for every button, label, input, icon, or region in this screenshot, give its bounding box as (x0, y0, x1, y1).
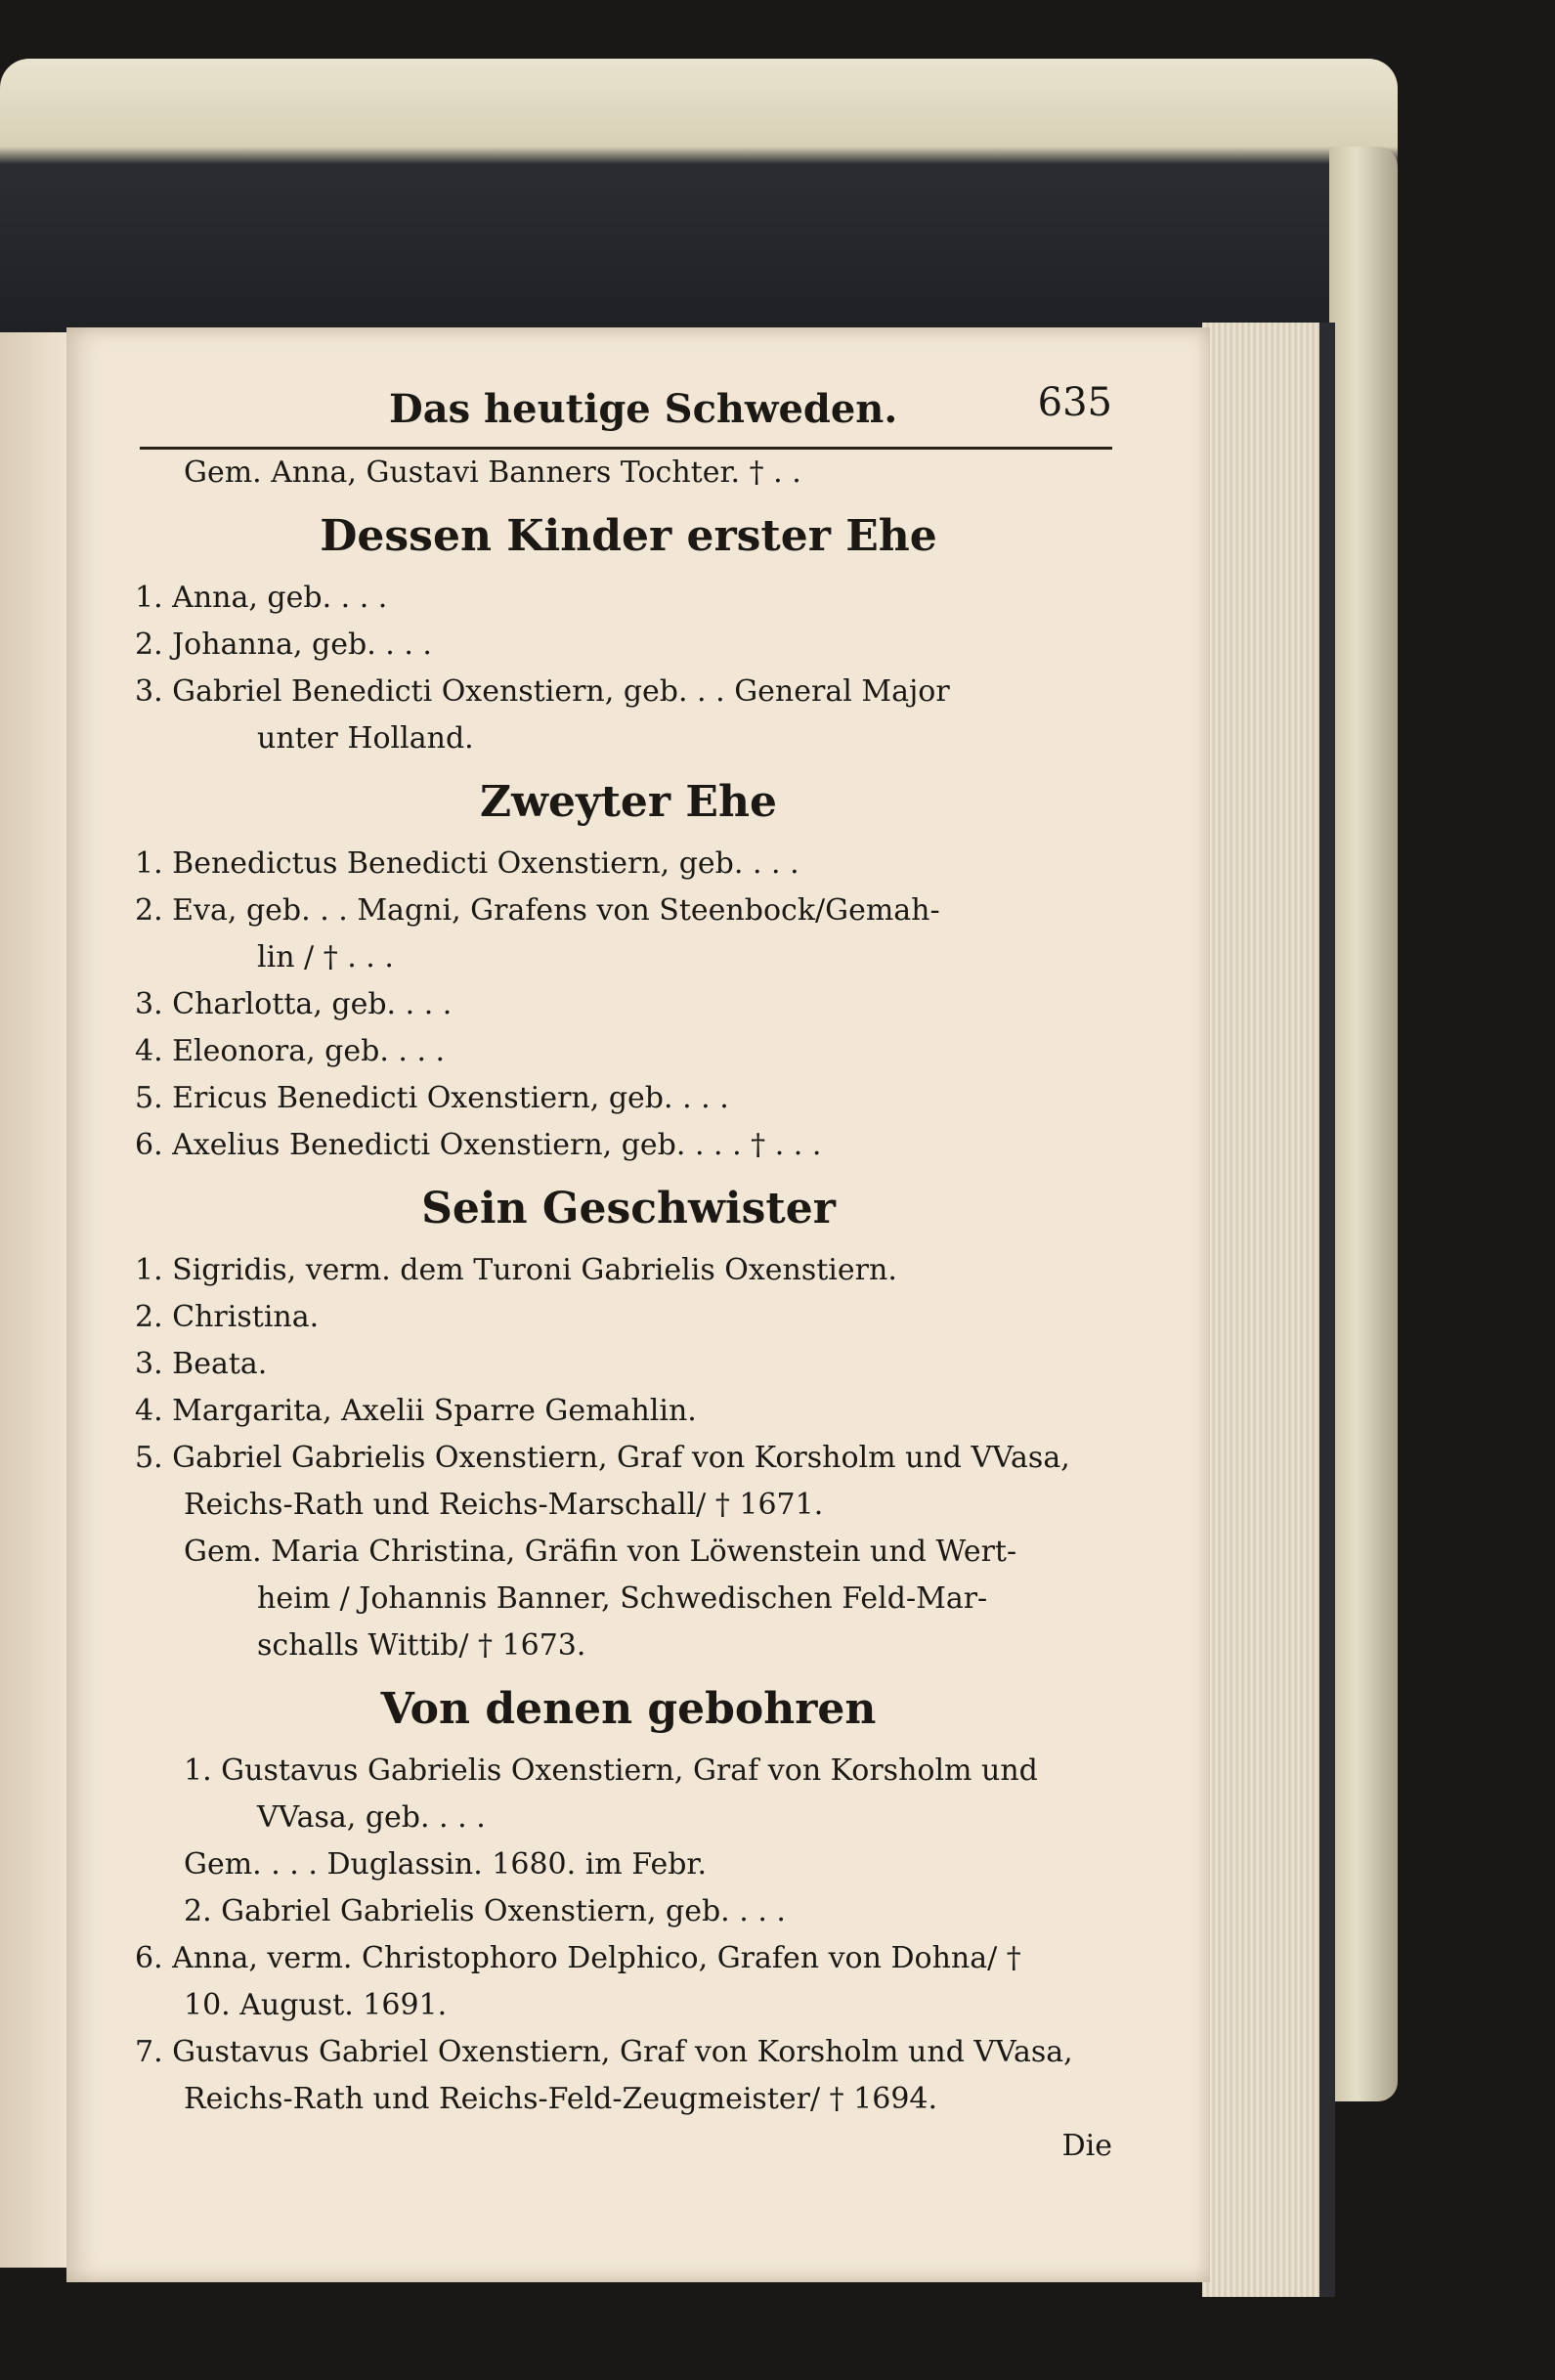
book-cover-edge (1329, 147, 1398, 2101)
text-line: lin / † . . . (257, 940, 394, 974)
book-page (66, 327, 1210, 2282)
catchword: Die (1061, 2129, 1112, 2163)
text-line: 4. Margarita, Axelii Sparre Gemahlin. (135, 1394, 697, 1428)
text-line: Gem. Anna, Gustavi Banners Tochter. † . . (184, 455, 801, 490)
text-line: 10. August. 1691. (184, 1988, 448, 2022)
text-line: 6. Axelius Benedicti Oxenstiern, geb. . . . † . . . (135, 1128, 822, 1162)
text-line: 1. Anna, geb. . . . (135, 581, 388, 615)
text-line: 3. Charlotta, geb. . . . (135, 987, 453, 1021)
text-line: 5. Ericus Benedicti Oxenstiern, geb. . . . (135, 1081, 729, 1115)
text-line: 1. Benedictus Benedicti Oxenstiern, geb. . . . (135, 846, 799, 881)
text-line: Reichs-Rath und Reichs-Feld-Zeugmeister/ † 1694. (184, 2082, 938, 2116)
page-number: 635 (1037, 380, 1112, 425)
text-line: VVasa, geb. . . . (257, 1800, 486, 1835)
page-header (135, 380, 1122, 447)
text-line: 2. Gabriel Gabrielis Oxenstiern, geb. . . . (184, 1894, 786, 1928)
text-line: Reichs-Rath und Reichs-Marschall/ † 1671. (184, 1488, 824, 1522)
text-line: 5. Gabriel Gabrielis Oxenstiern, Graf von Korsholm und VVasa, (135, 1441, 1070, 1475)
text-line: 3. Gabriel Benedicti Oxenstiern, geb. . . General Major (135, 674, 950, 709)
text-line: 3. Beata. (135, 1347, 268, 1381)
text-line: Gem. . . . Duglassin. 1680. im Febr. (184, 1847, 708, 1882)
section-heading: Sein Geschwister (421, 1184, 836, 1233)
running-head: Das heutige Schweden. (389, 386, 898, 432)
page-stack-edge (1202, 323, 1335, 2297)
book-top-edge (0, 59, 1398, 352)
left-page-edge (0, 332, 68, 2268)
text-line: 1. Sigridis, verm. dem Turoni Gabrielis Oxenstiern. (135, 1253, 897, 1287)
text-line: 2. Christina. (135, 1300, 320, 1334)
text-line: 2. Johanna, geb. . . . (135, 627, 432, 662)
text-line: 1. Gustavus Gabrielis Oxenstiern, Graf von Korsholm und (184, 1753, 1038, 1788)
section-heading: Dessen Kinder erster Ehe (320, 511, 937, 561)
text-line: Gem. Maria Christina, Gräfin von Löwenstein und Wert- (184, 1535, 1017, 1569)
text-line: 4. Eleonora, geb. . . . (135, 1034, 446, 1068)
text-line: 7. Gustavus Gabriel Oxenstiern, Graf von Korsholm und VVasa, (135, 2035, 1073, 2069)
section-heading: Von denen gebohren (380, 1684, 877, 1734)
section-heading: Zweyter Ehe (480, 777, 777, 827)
text-line: unter Holland. (257, 721, 474, 756)
text-line: 6. Anna, verm. Christophoro Delphico, Grafen von Dohna/ † (135, 1941, 1021, 1975)
text-line: heim / Johannis Banner, Schwedischen Feld-Mar- (257, 1581, 988, 1616)
text-line: 2. Eva, geb. . . Magni, Grafens von Steenbock/Gemah- (135, 893, 940, 928)
page-text (135, 380, 1122, 2170)
text-line: schalls Wittib/ † 1673. (257, 1628, 586, 1663)
